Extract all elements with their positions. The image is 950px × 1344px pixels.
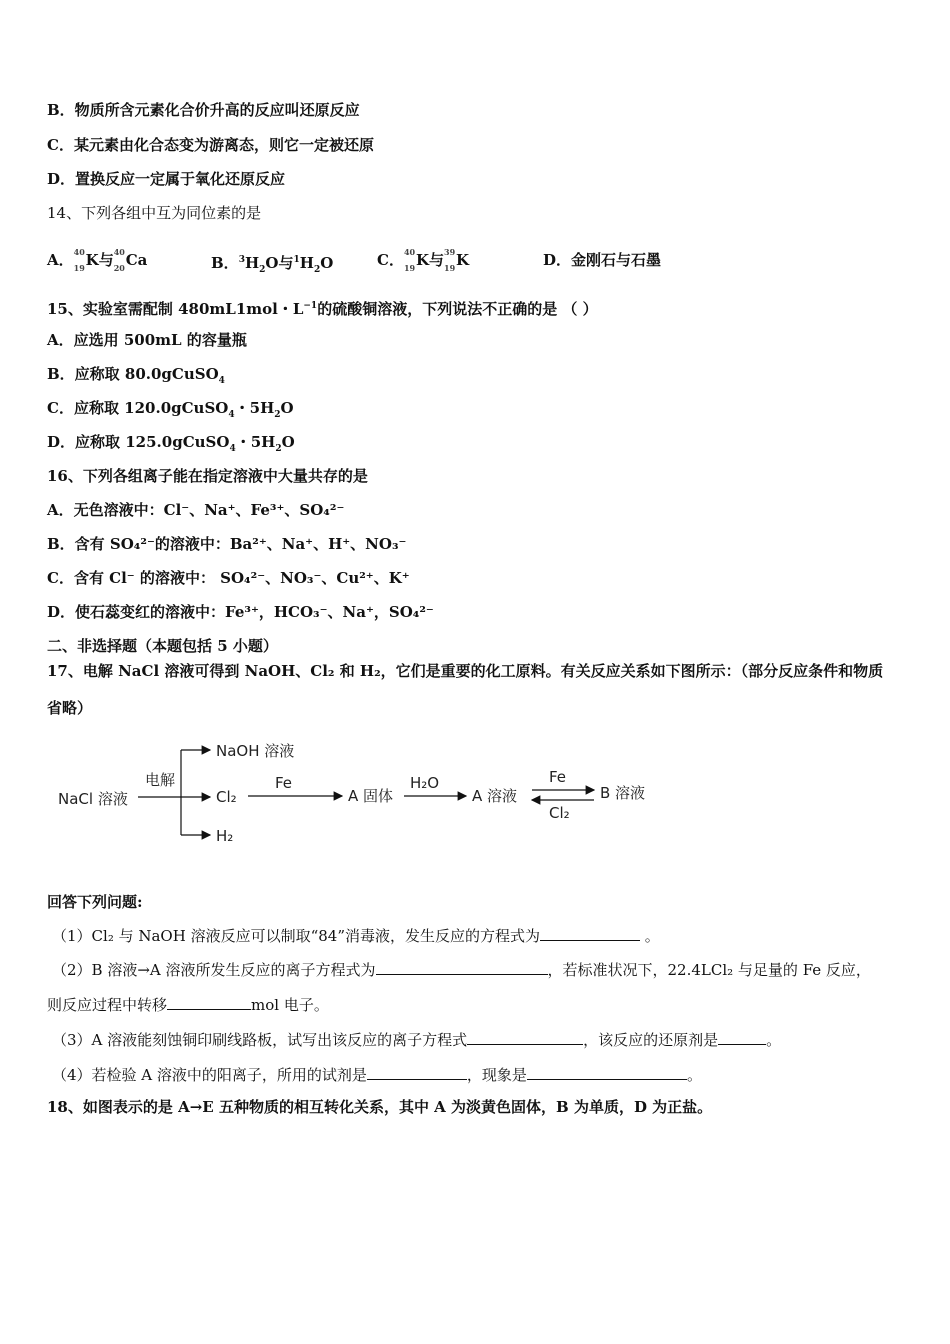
q16-option-b: B．含有 SO₄²⁻的溶液中：Ba²⁺、Na⁺、H⁺、NO₃⁻ [47, 535, 407, 553]
q16-option-c: C．含有 Cl⁻ 的溶液中： SO₄²⁻、NO₃⁻、Cu²⁺、K⁺ [47, 569, 410, 587]
q16-option-a: A．无色溶液中：Cl⁻、Na⁺、Fe³⁺、SO₄²⁻ [47, 501, 345, 519]
q14-option-c: C． 40 19 K与 39 19 K [377, 247, 470, 273]
q17-sub3: （3）A 溶液能刻蚀铜印刷线路板，试写出该反应的离子方程式 ，该反应的还原剂是 。 [52, 1031, 782, 1049]
diagram-a-solid: A 固体 [348, 787, 394, 805]
q17-sub4: （4）若检验 A 溶液中的阳离子，所用的试剂是 ，现象是 。 [52, 1066, 702, 1084]
q14-option-b: B．$^3H_2O$与$^1H_2O$ [211, 254, 334, 275]
q17-stem-line1: 17、电解 NaCl 溶液可得到 NaOH、Cl₂ 和 H₂，它们是重要的化工原料。有关反应关系如下图所示：（部分反应条件和物质 [47, 662, 884, 680]
diagram-electrolysis-label: 电解 [145, 771, 176, 789]
q14-option-d: D．金刚石与石墨 [543, 251, 662, 269]
q15-option-b: B．应称取 80.0gCuSO$_4$ [47, 365, 225, 386]
diagram-h2: H₂ [216, 827, 234, 845]
q16-stem: 16、下列各组离子能在指定溶液中大量共存的是 [47, 467, 368, 485]
q14-option-a: A． 40 19 K与 40 20 Ca [47, 247, 148, 273]
q17-sub1: （1）Cl₂ 与 NaOH 溶液反应可以制取“84”消毒液，发生反应的方程式为 。 [52, 927, 660, 945]
q13-option-c: C．某元素由化合态变为游离态，则它一定被还原 [47, 136, 374, 154]
q15-option-c: C．应称取 120.0gCuSO$_4$・$5H_2O$ [47, 399, 294, 420]
diagram-fe-label-2: Fe [549, 768, 567, 786]
answer-blank[interactable] [527, 1064, 687, 1080]
q15-option-d: D．应称取 125.0gCuSO$_4$・$5H_2O$ [47, 433, 295, 454]
q13-option-d: D．置换反应一定属于氧化还原反应 [47, 170, 286, 188]
q14-stem: 14、下列各组中互为同位素的是 [47, 204, 262, 222]
diagram-a-solution: A 溶液 [472, 787, 518, 805]
q18-stem: 18、如图表示的是 A→E 五种物质的相互转化关系，其中 A 为淡黄色固体，B 为单质，D 为正盐。 [47, 1098, 713, 1116]
diagram-b-solution: B 溶液 [600, 784, 646, 802]
q17-sub2-continued: 则反应过程中转移 mol 电子。 [47, 996, 329, 1014]
answer-blank[interactable] [376, 959, 548, 975]
diagram-h2o-label: H₂O [410, 774, 440, 792]
diagram-naoh-solution: NaOH 溶液 [216, 742, 295, 760]
q17-sub2: （2）B 溶液→A 溶液所发生反应的离子方程式为 ，若标准状况下，22.4LCl₂ 与足量的 Fe 反应， [52, 961, 871, 979]
diagram-cl2: Cl₂ [216, 788, 237, 806]
q15-stem: 15、实验室需配制 480mL1mol・$L^{-1}$的硫酸铜溶液，下列说法不正确的是 （ ） [47, 300, 598, 318]
answer-blank[interactable] [367, 1064, 467, 1080]
q15-option-a: A．应选用 500mL 的容量瓶 [47, 331, 247, 349]
diagram-fe-label-1: Fe [275, 774, 293, 792]
answer-blank[interactable] [167, 994, 251, 1010]
section-heading: 二、非选择题（本题包括 5 小题） [47, 637, 278, 655]
q13-option-b: B．物质所含元素化合价升高的反应叫还原反应 [47, 101, 360, 119]
diagram-cl2-back-label: Cl₂ [549, 804, 570, 822]
answer-blank[interactable] [718, 1029, 766, 1045]
answer-intro: 回答下列问题: [47, 893, 143, 911]
answer-blank[interactable] [540, 925, 640, 941]
answer-blank[interactable] [467, 1029, 583, 1045]
reaction-flow-diagram [0, 730, 700, 855]
q16-option-d: D．使石蕊变红的溶液中：Fe³⁺，HCO₃⁻、Na⁺，SO₄²⁻ [47, 603, 434, 621]
q17-stem-line2: 省略） [47, 699, 93, 717]
diagram-nacl-solution: NaCl 溶液 [58, 790, 128, 808]
